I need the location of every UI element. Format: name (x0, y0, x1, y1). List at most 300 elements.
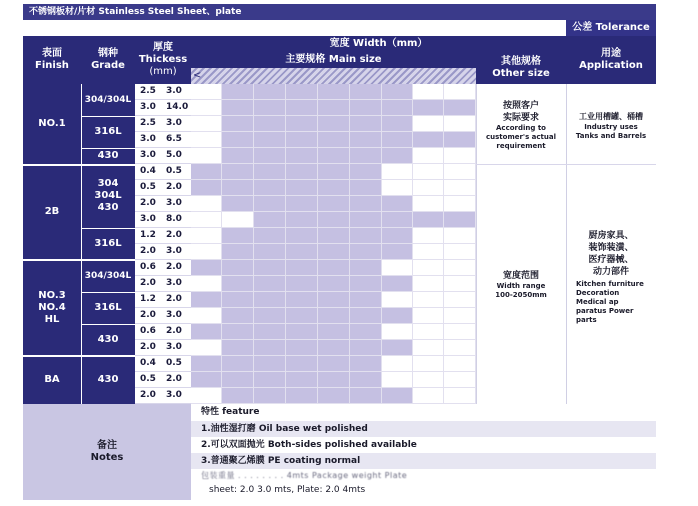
width-range-value: 100-2050mm (495, 291, 547, 299)
thickness-row (135, 164, 191, 180)
width-cell (318, 100, 350, 116)
note-row-feature (191, 404, 656, 421)
width-cell (413, 148, 444, 164)
width-cell (382, 100, 413, 116)
note-text: 1.油性湿打磨 Oil base wet polished (201, 424, 368, 434)
grade-label: 430 (97, 202, 119, 213)
width-cell (350, 212, 382, 228)
width-cell (318, 180, 350, 196)
width-cell (254, 276, 286, 292)
width-cell (191, 164, 222, 180)
thickness-max: 3.0 (166, 118, 182, 128)
divider (476, 164, 566, 165)
thickness-min: 0.5 (140, 182, 156, 192)
application-text: 厨房家具、 (588, 231, 634, 241)
width-cell (222, 340, 254, 356)
width-cell (318, 212, 350, 228)
thickness-min: 0.6 (140, 326, 156, 336)
thickness-min: 0.6 (140, 262, 156, 272)
width-cell (350, 196, 382, 212)
grade-header-en: Grade (91, 60, 125, 71)
note-row (191, 437, 656, 453)
grade-label: 316L (94, 126, 122, 137)
width-cell (444, 116, 476, 132)
thickness-max: 3.0 (166, 278, 182, 288)
width-cell (254, 84, 286, 100)
width-cell (222, 244, 254, 260)
thickness-min: 2.0 (140, 390, 156, 400)
width-cell (444, 260, 476, 276)
width-cell (444, 164, 476, 180)
width-cell (286, 356, 318, 372)
thickness-min: 0.5 (140, 374, 156, 384)
width-cell (413, 308, 444, 324)
width-cell (350, 84, 382, 100)
width-cell (382, 180, 413, 196)
width-cell (318, 324, 350, 340)
finish-header-cn: 表面 (42, 48, 62, 59)
finish-ba-label: BA (44, 374, 60, 385)
thickness-header-en: Thickess (138, 54, 188, 65)
width-cell (222, 372, 254, 388)
thickness-max: 5.0 (166, 150, 182, 160)
thickness-min: 2.0 (140, 278, 156, 288)
thickness-row (135, 212, 191, 228)
other-size-text: customer's actual (485, 132, 557, 141)
width-cell (413, 212, 444, 228)
width-cell (350, 356, 382, 372)
application-header (566, 36, 656, 84)
width-cell (382, 196, 413, 212)
width-cell (413, 260, 444, 276)
thickness-row (135, 196, 191, 212)
grade-no4-316l (81, 292, 135, 324)
grade-label: 304/304L (84, 271, 132, 281)
width-cell (382, 212, 413, 228)
width-cell (254, 372, 286, 388)
grade-no4-430 (81, 324, 135, 356)
width-cell (382, 132, 413, 148)
width-cell (191, 260, 222, 276)
application-text: Decoration (576, 289, 620, 297)
width-cell (318, 308, 350, 324)
tolerance-header (566, 20, 656, 36)
thickness-max: 14.0 (166, 102, 189, 112)
application-header-cn: 用途 (601, 48, 621, 59)
width-cell (382, 340, 413, 356)
application-header-en: Application (579, 60, 643, 71)
application-text: 动力部件 (592, 267, 629, 277)
width-cell (222, 324, 254, 340)
width-cell (444, 388, 476, 404)
width-cell (444, 244, 476, 260)
width-cell (222, 388, 254, 404)
width-cell (350, 340, 382, 356)
other-size-no1 (476, 92, 566, 158)
thickness-max: 2.0 (166, 230, 182, 240)
width-cell (413, 340, 444, 356)
note-row (191, 483, 656, 498)
thickness-row (135, 356, 191, 372)
width-cell (413, 196, 444, 212)
width-cell (286, 308, 318, 324)
width-cell (286, 276, 318, 292)
finish-no34hl (23, 260, 81, 356)
width-cell (444, 228, 476, 244)
width-cell (222, 84, 254, 100)
grade-2b-304 (81, 164, 135, 228)
width-cell (191, 116, 222, 132)
width-cell (222, 276, 254, 292)
width-cell (191, 388, 222, 404)
width-cell (318, 244, 350, 260)
width-cell (191, 212, 222, 228)
width-cell (350, 148, 382, 164)
other-size-header-cn: 其他规格 (501, 56, 541, 67)
width-cell (191, 244, 222, 260)
thickness-max: 2.0 (166, 262, 182, 272)
width-cell (413, 116, 444, 132)
width-cell (413, 372, 444, 388)
width-cell (254, 244, 286, 260)
thickness-row (135, 260, 191, 276)
note-text: 2.可以双面抛光 Both-sides polished available (201, 440, 417, 450)
thickness-max: 0.5 (166, 166, 182, 176)
width-cell (318, 356, 350, 372)
note-blur-text: 包装重量 . . . . . . . . 4mts Package weight Plate (201, 471, 408, 480)
thickness-header-unit: (mm) (149, 66, 177, 77)
main-size-header (191, 52, 476, 68)
divider (566, 164, 656, 165)
width-cell (222, 116, 254, 132)
application-mid (566, 230, 656, 340)
thickness-min: 1.2 (140, 230, 156, 240)
width-cell (286, 340, 318, 356)
finish-hl-label: HL (44, 314, 60, 325)
width-cell (222, 148, 254, 164)
application-text: 装饰装潢、 (588, 243, 634, 253)
grade-label: 316L (94, 238, 122, 249)
width-cell (444, 148, 476, 164)
width-cell (350, 132, 382, 148)
width-cell (286, 260, 318, 276)
width-cell (222, 164, 254, 180)
width-cell (350, 116, 382, 132)
divider (81, 292, 135, 293)
width-cell (191, 324, 222, 340)
thickness-min: 3.0 (140, 150, 156, 160)
other-size-header-en: Other size (492, 68, 550, 79)
width-cell (254, 228, 286, 244)
divider (81, 84, 82, 404)
grade-no4-304 (81, 260, 135, 292)
finish-no3-label: NO.3 (38, 290, 66, 301)
width-cell (191, 292, 222, 308)
width-cell (382, 292, 413, 308)
width-cell (286, 228, 318, 244)
grade-label: 304 (97, 178, 119, 189)
application-text: Kitchen furniture (576, 280, 644, 288)
thickness-min: 0.4 (140, 358, 156, 368)
notes-label-cn: 备注 (97, 440, 117, 451)
thickness-min: 3.0 (140, 134, 156, 144)
width-cell (286, 116, 318, 132)
width-cell (444, 84, 476, 100)
width-cell (318, 132, 350, 148)
finish-header (23, 36, 81, 84)
width-cell (254, 180, 286, 196)
width-cell (254, 212, 286, 228)
grade-label: 430 (97, 374, 119, 385)
width-cell (286, 212, 318, 228)
width-cell (254, 196, 286, 212)
width-cell (222, 292, 254, 308)
application-text: 工业用槽罐、桶槽 (579, 112, 643, 121)
grade-ba-430 (81, 356, 135, 404)
width-cell (413, 164, 444, 180)
width-cell (382, 276, 413, 292)
thickness-max: 8.0 (166, 214, 182, 224)
thickness-min: 2.0 (140, 246, 156, 256)
thickness-row (135, 372, 191, 388)
grade-label: 304L (94, 190, 122, 201)
thickness-max: 3.0 (166, 390, 182, 400)
width-cell (254, 388, 286, 404)
title-bar (23, 4, 656, 20)
thickness-row (135, 180, 191, 196)
thickness-min: 3.0 (140, 214, 156, 224)
finish-header-en: Finish (35, 60, 69, 71)
thickness-min: 2.0 (140, 310, 156, 320)
notes-label-en: Notes (90, 452, 124, 463)
width-cell (350, 180, 382, 196)
width-cell (286, 84, 318, 100)
thickness-max: 3.0 (166, 246, 182, 256)
thickness-min: 2.5 (140, 86, 156, 96)
note-text: 3.普通聚乙烯膜 PE coating normal (201, 456, 361, 466)
grade-label: 430 (97, 334, 119, 345)
width-cell (286, 372, 318, 388)
note-text: sheet: 2.0 3.0 mts, Plate: 2.0 4mts (209, 485, 366, 495)
application-no1 (566, 108, 656, 144)
width-cell (382, 228, 413, 244)
width-cell (444, 276, 476, 292)
width-cell (318, 148, 350, 164)
width-cell (350, 292, 382, 308)
thickness-max: 2.0 (166, 374, 182, 384)
thickness-min: 2.0 (140, 198, 156, 208)
width-cell (382, 308, 413, 324)
width-cell (254, 148, 286, 164)
width-cell (350, 228, 382, 244)
width-cell (413, 132, 444, 148)
width-cell (191, 196, 222, 212)
divider (81, 228, 135, 229)
finish-no4-label: NO.4 (38, 302, 66, 313)
thickness-row (135, 116, 191, 132)
width-range-cn: 宽度范围 (502, 271, 539, 281)
thickness-min: 1.2 (140, 294, 156, 304)
divider (81, 324, 135, 325)
thickness-max: 2.0 (166, 182, 182, 192)
width-cell (413, 292, 444, 308)
width-cell (350, 388, 382, 404)
width-cell (413, 356, 444, 372)
width-cell (413, 276, 444, 292)
width-cell (191, 372, 222, 388)
thickness-max: 3.0 (166, 86, 182, 96)
thickness-min: 3.0 (140, 102, 156, 112)
width-cell (286, 292, 318, 308)
thickness-max: 3.0 (166, 342, 182, 352)
grade-header (81, 36, 135, 84)
application-text: Industry uses (584, 123, 638, 131)
width-cell (286, 132, 318, 148)
other-size-text: 按照客户 (502, 100, 539, 111)
width-cell (382, 164, 413, 180)
width-cell (350, 308, 382, 324)
thickness-row (135, 388, 191, 404)
page-title: 不锈钢板材/片材 Stainless Steel Sheet、plate (29, 7, 242, 17)
thickness-row (135, 324, 191, 340)
width-cell (444, 292, 476, 308)
width-cell (254, 356, 286, 372)
finish-no1-label: NO.1 (38, 118, 66, 129)
width-cell (286, 324, 318, 340)
application-text: Tanks and Barrels (575, 132, 647, 140)
width-cell (413, 324, 444, 340)
other-size-text: requirement (496, 141, 546, 150)
width-cell (318, 276, 350, 292)
width-cell (318, 292, 350, 308)
width-cell (382, 388, 413, 404)
width-cell (444, 180, 476, 196)
divider (23, 164, 135, 166)
width-cell (444, 324, 476, 340)
width-cell (318, 228, 350, 244)
width-cell (286, 388, 318, 404)
thickness-row (135, 100, 191, 116)
width-cell (444, 372, 476, 388)
finish-no1 (23, 84, 81, 164)
width-cell (413, 100, 444, 116)
width-cell (254, 164, 286, 180)
finish-ba (23, 356, 81, 404)
thickness-max: 2.0 (166, 326, 182, 336)
notes-label-cell (23, 404, 191, 500)
note-row (191, 453, 656, 469)
width-cell (254, 260, 286, 276)
width-cell (350, 100, 382, 116)
width-cell (318, 84, 350, 100)
width-header (191, 36, 566, 52)
width-cell (382, 324, 413, 340)
width-cell (413, 84, 444, 100)
width-cell (191, 308, 222, 324)
width-cell (318, 164, 350, 180)
width-cell (254, 324, 286, 340)
finish-2b (23, 164, 81, 260)
width-cell (286, 180, 318, 196)
width-cell (254, 116, 286, 132)
width-cell (350, 244, 382, 260)
width-cell (382, 260, 413, 276)
thickness-min: 2.5 (140, 118, 156, 128)
thickness-max: 3.0 (166, 198, 182, 208)
width-cell (222, 100, 254, 116)
width-cell (254, 292, 286, 308)
width-cell (286, 100, 318, 116)
grade-header-cn: 钢种 (98, 48, 118, 59)
width-cell (191, 84, 222, 100)
width-cell (254, 100, 286, 116)
width-cell (382, 372, 413, 388)
width-range-en: Width range (496, 282, 546, 290)
width-cell (318, 340, 350, 356)
thickness-row (135, 84, 191, 100)
width-cell (191, 340, 222, 356)
width-cell (191, 148, 222, 164)
application-text: Medical ap (576, 298, 619, 306)
grade-label: 430 (97, 150, 119, 161)
width-cell (444, 212, 476, 228)
application-text: 医疗器械、 (588, 255, 634, 265)
width-header-label: 宽度 Width（mm） (329, 38, 428, 49)
grade-no1-316l (81, 116, 135, 148)
thickness-row (135, 148, 191, 164)
thickness-header (135, 36, 191, 84)
thickness-row (135, 308, 191, 324)
width-cell (350, 276, 382, 292)
width-cell (382, 116, 413, 132)
thickness-min: 2.0 (140, 342, 156, 352)
divider (81, 148, 135, 149)
width-cell (191, 100, 222, 116)
thickness-row (135, 340, 191, 356)
feature-label: 特性 feature (201, 407, 260, 417)
grade-label: 304/304L (84, 95, 132, 105)
width-cell (350, 164, 382, 180)
thickness-max: 3.0 (166, 310, 182, 320)
application-text: parts (576, 316, 597, 324)
width-cell (254, 132, 286, 148)
width-cell (191, 276, 222, 292)
width-cell (382, 148, 413, 164)
grade-2b-316l (81, 228, 135, 260)
thickness-row (135, 244, 191, 260)
width-cell (254, 340, 286, 356)
divider (81, 116, 135, 117)
width-cell (413, 228, 444, 244)
width-cell (382, 244, 413, 260)
other-size-mid (476, 265, 566, 305)
grade-no1-430 (81, 148, 135, 164)
width-cell (286, 196, 318, 212)
other-size-header (476, 52, 566, 84)
tolerance-label: 公差 Tolerance (572, 22, 650, 33)
width-cell (444, 132, 476, 148)
width-cell (286, 244, 318, 260)
width-cell (286, 148, 318, 164)
width-cell (350, 372, 382, 388)
width-cell (222, 196, 254, 212)
width-cell (350, 324, 382, 340)
width-arrow-glyph: < (193, 70, 202, 81)
width-cell (318, 260, 350, 276)
width-cell (318, 372, 350, 388)
thickness-row (135, 292, 191, 308)
width-cell (222, 180, 254, 196)
